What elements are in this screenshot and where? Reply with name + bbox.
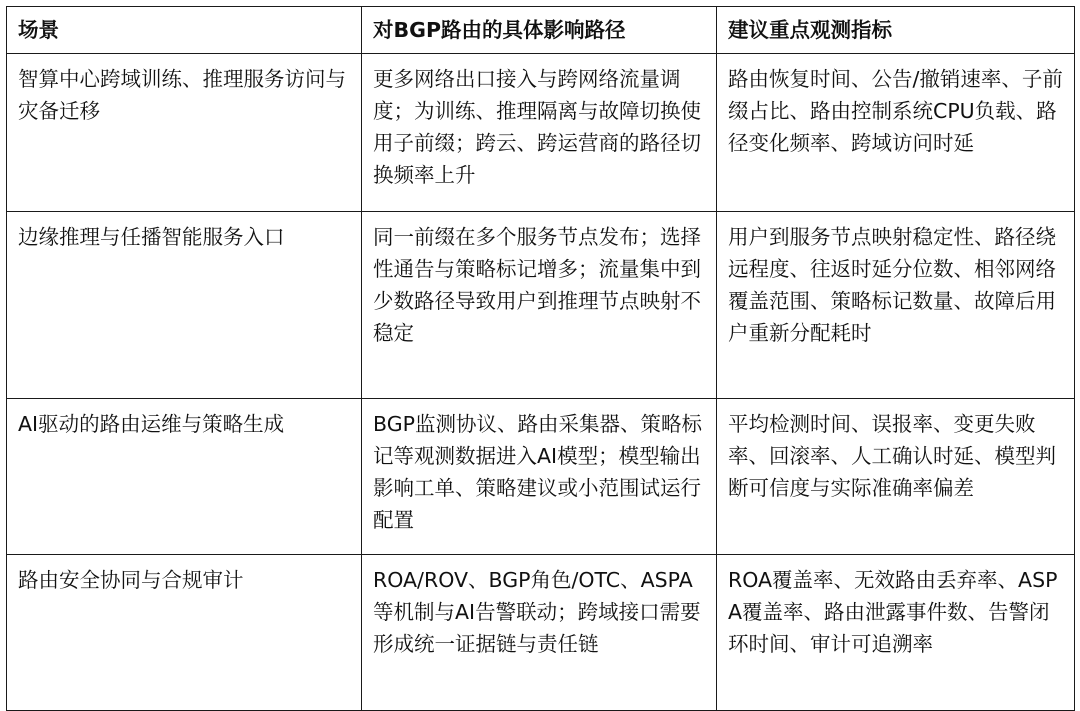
table-row [7, 212, 1075, 399]
scenario-cell: 路由安全协同与合规审计 [7, 555, 362, 711]
impact-cell: 更多网络出口接入与跨网络流量调度；为训练、推理隔离与故障切换使用子前缀；跨云、跨运营商的路径切换频率上升 [362, 54, 717, 212]
metrics-cell: 路由恢复时间、公告/撤销速率、子前缀占比、路由控制系统CPU负载、路径变化频率、跨域访问时延 [717, 54, 1075, 212]
bgp-impact-table [6, 6, 1075, 711]
table-row [7, 555, 1075, 711]
impact-cell: 同一前缀在多个服务节点发布；选择性通告与策略标记增多；流量集中到少数路径导致用户到推理节点映射不稳定 [362, 212, 717, 399]
impact-cell: ROA/ROV、BGP角色/OTC、ASPA等机制与AI告警联动；跨域接口需要形成统一证据链与责任链 [362, 555, 717, 711]
header-scenario: 场景 [7, 7, 362, 54]
table-row [7, 54, 1075, 212]
header-impact-path: 对BGP路由的具体影响路径 [362, 7, 717, 54]
table-row [7, 399, 1075, 555]
header-row [7, 7, 1075, 54]
metrics-cell: ROA覆盖率、无效路由丢弃率、ASPA覆盖率、路由泄露事件数、告警闭环时间、审计可追溯率 [717, 555, 1075, 711]
impact-cell: BGP监测协议、路由采集器、策略标记等观测数据进入AI模型；模型输出影响工单、策略建议或小范围试运行配置 [362, 399, 717, 555]
scenario-cell: 边缘推理与任播智能服务入口 [7, 212, 362, 399]
scenario-cell: 智算中心跨域训练、推理服务访问与灾备迁移 [7, 54, 362, 212]
header-metrics: 建议重点观测指标 [717, 7, 1075, 54]
metrics-cell: 用户到服务节点映射稳定性、路径绕远程度、往返时延分位数、相邻网络覆盖范围、策略标记数量、故障后用户重新分配耗时 [717, 212, 1075, 399]
metrics-cell: 平均检测时间、误报率、变更失败率、回滚率、人工确认时延、模型判断可信度与实际准确率偏差 [717, 399, 1075, 555]
scenario-cell: AI驱动的路由运维与策略生成 [7, 399, 362, 555]
